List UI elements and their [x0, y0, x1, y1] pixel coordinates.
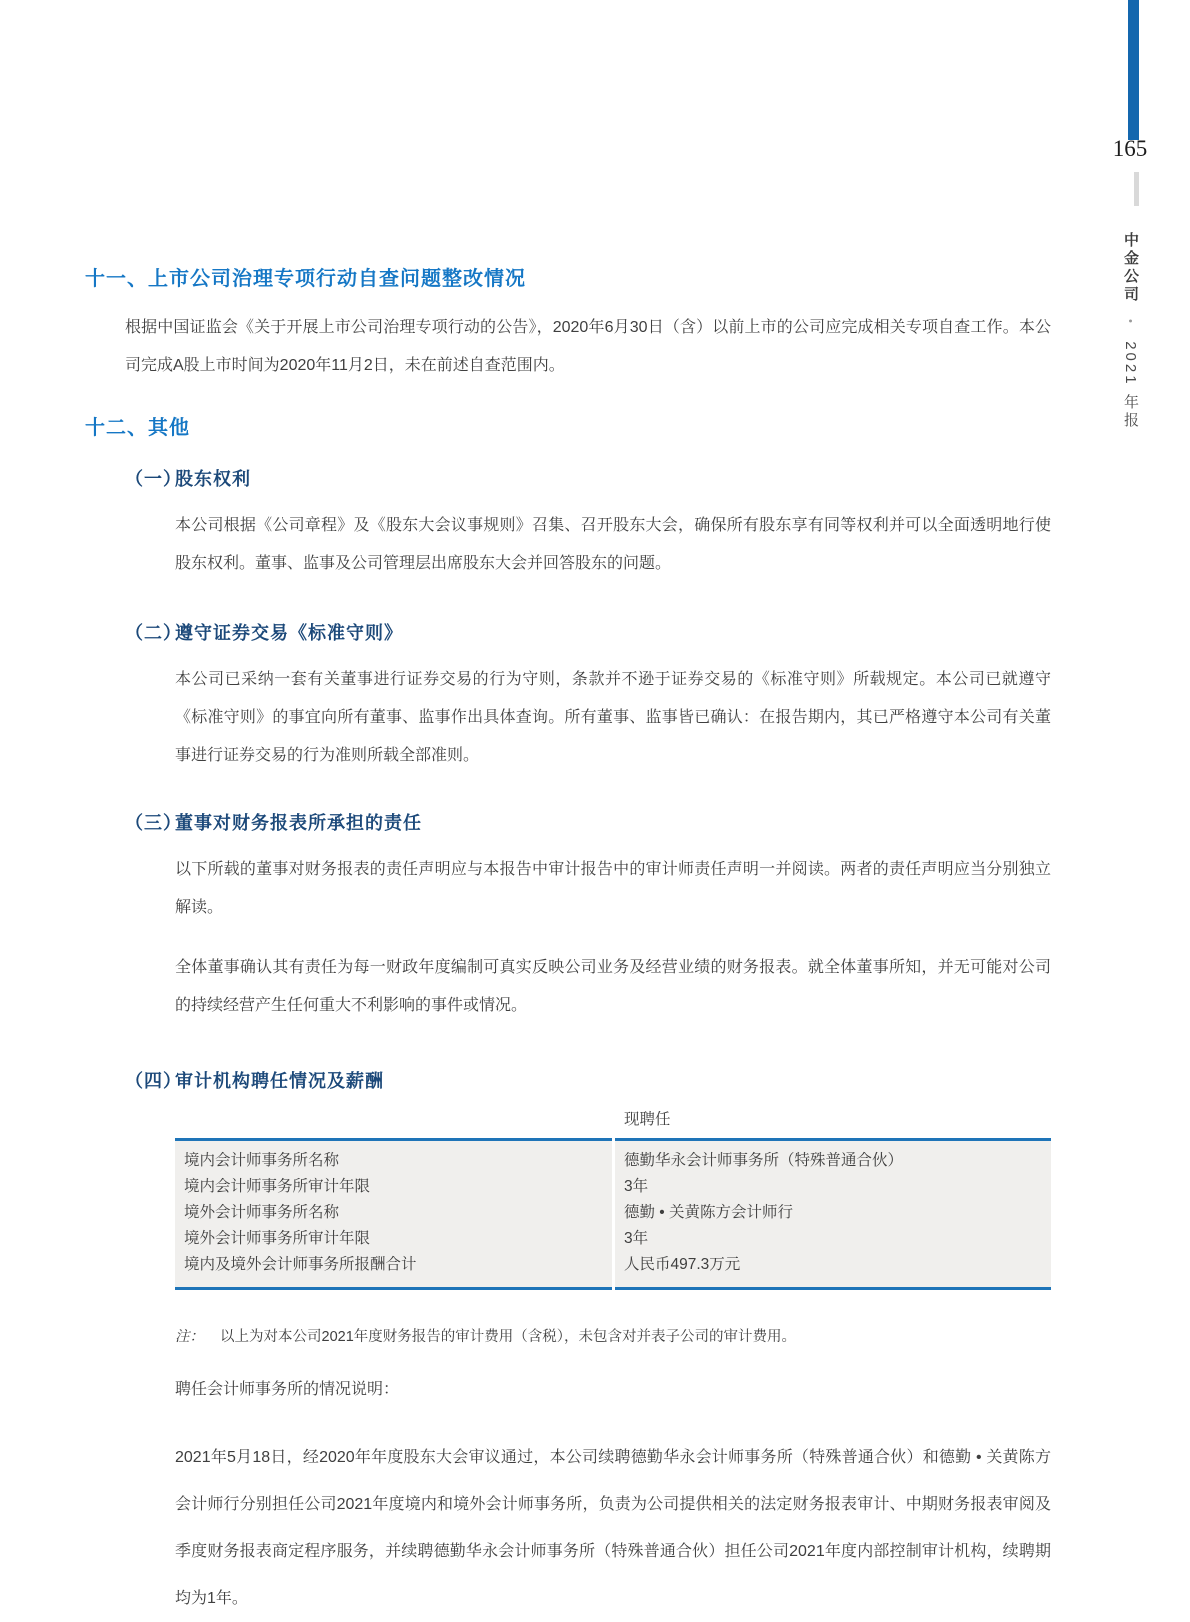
section-11-heading: 十一、上市公司治理专项行动自查问题整改情况 — [85, 268, 526, 290]
subsection-4-heading — [125, 1069, 1051, 1093]
table-row-label: 境内会计师事务所名称 — [184, 1152, 340, 1169]
auditor-table — [175, 1107, 1051, 1290]
table-row-value: 德勤 • 关黄陈方会计师行 — [624, 1204, 794, 1221]
auditor-table-header-row — [175, 1107, 1051, 1138]
page-edge-accent-bar — [1128, 0, 1139, 140]
table-row-label: 境外会计师事务所审计年限 — [184, 1230, 371, 1247]
subsection-1-heading — [125, 467, 1051, 491]
subsection-directors-responsibility — [125, 811, 1051, 1025]
side-title-year: 2021 年报 — [1122, 341, 1139, 430]
footnote-label: 注： — [175, 1329, 204, 1345]
engagement-statement-intro: 聘任会计师事务所的情况说明： — [175, 1381, 400, 1398]
subsection-shareholder-rights — [125, 467, 1051, 583]
subsection-2-title: 遵守证券交易《标准守则》 — [175, 623, 403, 643]
section-12 — [85, 415, 1051, 1622]
section-11 — [85, 266, 1051, 385]
page-number: 165 — [1112, 136, 1148, 161]
auditor-table-label-column — [175, 1138, 612, 1290]
subsection-auditor-engagement — [125, 1069, 1051, 1622]
section-11-paragraph: 根据中国证监会《关于开展上市公司治理专项行动的公告》，2020年6月30日（含）以前上市的公司应完成相关专项自查工作。本公司完成A股上市时间为2020年11月2日，未在前述自查范围内。 — [125, 319, 1051, 374]
subsection-1-title: 股东权利 — [175, 469, 251, 489]
subsection-3-heading — [125, 811, 1051, 835]
footnote-text: 以上为对本公司2021年度财务报告的审计费用（含税），未包含对并表子公司的审计费用。 — [220, 1329, 797, 1345]
table-row-value: 3年 — [624, 1178, 649, 1195]
subsection-3-paragraph-1: 以下所载的董事对财务报表的责任声明应与本报告中审计报告中的审计师责任声明一并阅读。两者的责任声明应当分别独立解读。 — [175, 861, 1051, 916]
auditor-table-value-column — [615, 1138, 1051, 1290]
subsection-2-heading — [125, 621, 1051, 645]
subsection-2-paragraph: 本公司已采纳一套有关董事进行证券交易的行为守则，条款并不逊于证券交易的《标准守则》所载规定。本公司已就遵守《标准守则》的事宜向所有董事、监事作出具体查询。所有董事、监事皆已确认：在报告期内，其已严格遵守本公司有关董事进行证券交易的行为准则所载全部准则。 — [175, 671, 1051, 764]
table-row-value: 德勤华永会计师事务所（特殊普通合伙） — [624, 1152, 904, 1169]
document-content — [85, 266, 1051, 1622]
table-row-value: 人民币497.3万元 — [624, 1256, 741, 1273]
subsection-3-number: （三） — [125, 813, 182, 833]
auditor-table-body — [175, 1138, 1051, 1290]
table-row-value: 3年 — [624, 1230, 649, 1247]
subsection-3-title: 董事对财务报表所承担的责任 — [175, 813, 422, 833]
subsection-4-title: 审计机构聘任情况及薪酬 — [175, 1071, 384, 1091]
auditor-table-header-empty — [175, 1107, 612, 1129]
side-title-company: 中金公司 — [1122, 232, 1139, 304]
subsection-2-number: （二） — [125, 623, 182, 643]
subsection-1-number: （一） — [125, 469, 182, 489]
page-number-divider — [1134, 172, 1139, 206]
subsection-4-number: （四） — [125, 1071, 182, 1091]
report-side-title — [1118, 232, 1142, 430]
engagement-statement-paragraph: 2021年5月18日，经2020年年度股东大会审议通过，本公司续聘德勤华永会计师事务所（特殊普通合伙）和德勤 • 关黄陈方会计师行分别担任公司2021年度境内和境外会计师事务所，负责为公司提供相关的法定财务报表审计、中期财务报表审阅及季度财务报表商定程序服务，并续聘德勤华永会计师事务所（特殊普通合伙）担任公司2021年度内部控制审计机构，续聘期均为1年。 — [175, 1449, 1051, 1607]
table-footnote — [175, 1326, 1051, 1348]
subsection-model-code — [125, 621, 1051, 775]
subsection-1-paragraph: 本公司根据《公司章程》及《股东大会议事规则》召集、召开股东大会，确保所有股东享有同等权利并可以全面透明地行使股东权利。董事、监事及公司管理层出席股东大会并回答股东的问题。 — [175, 517, 1051, 572]
table-row-label: 境内及境外会计师事务所报酬合计 — [184, 1256, 417, 1273]
table-row-label: 境外会计师事务所名称 — [184, 1204, 340, 1221]
auditor-table-header-current: 现聘任 — [624, 1111, 671, 1128]
table-row-label: 境内会计师事务所审计年限 — [184, 1178, 371, 1195]
subsection-3-paragraph-2: 全体董事确认其有责任为每一财政年度编制可真实反映公司业务及经营业绩的财务报表。就全体董事所知，并无可能对公司的持续经营产生任何重大不利影响的事件或情况。 — [175, 959, 1051, 1014]
section-12-heading: 十二、其他 — [85, 417, 190, 439]
side-title-separator-dot: • — [1124, 319, 1136, 327]
